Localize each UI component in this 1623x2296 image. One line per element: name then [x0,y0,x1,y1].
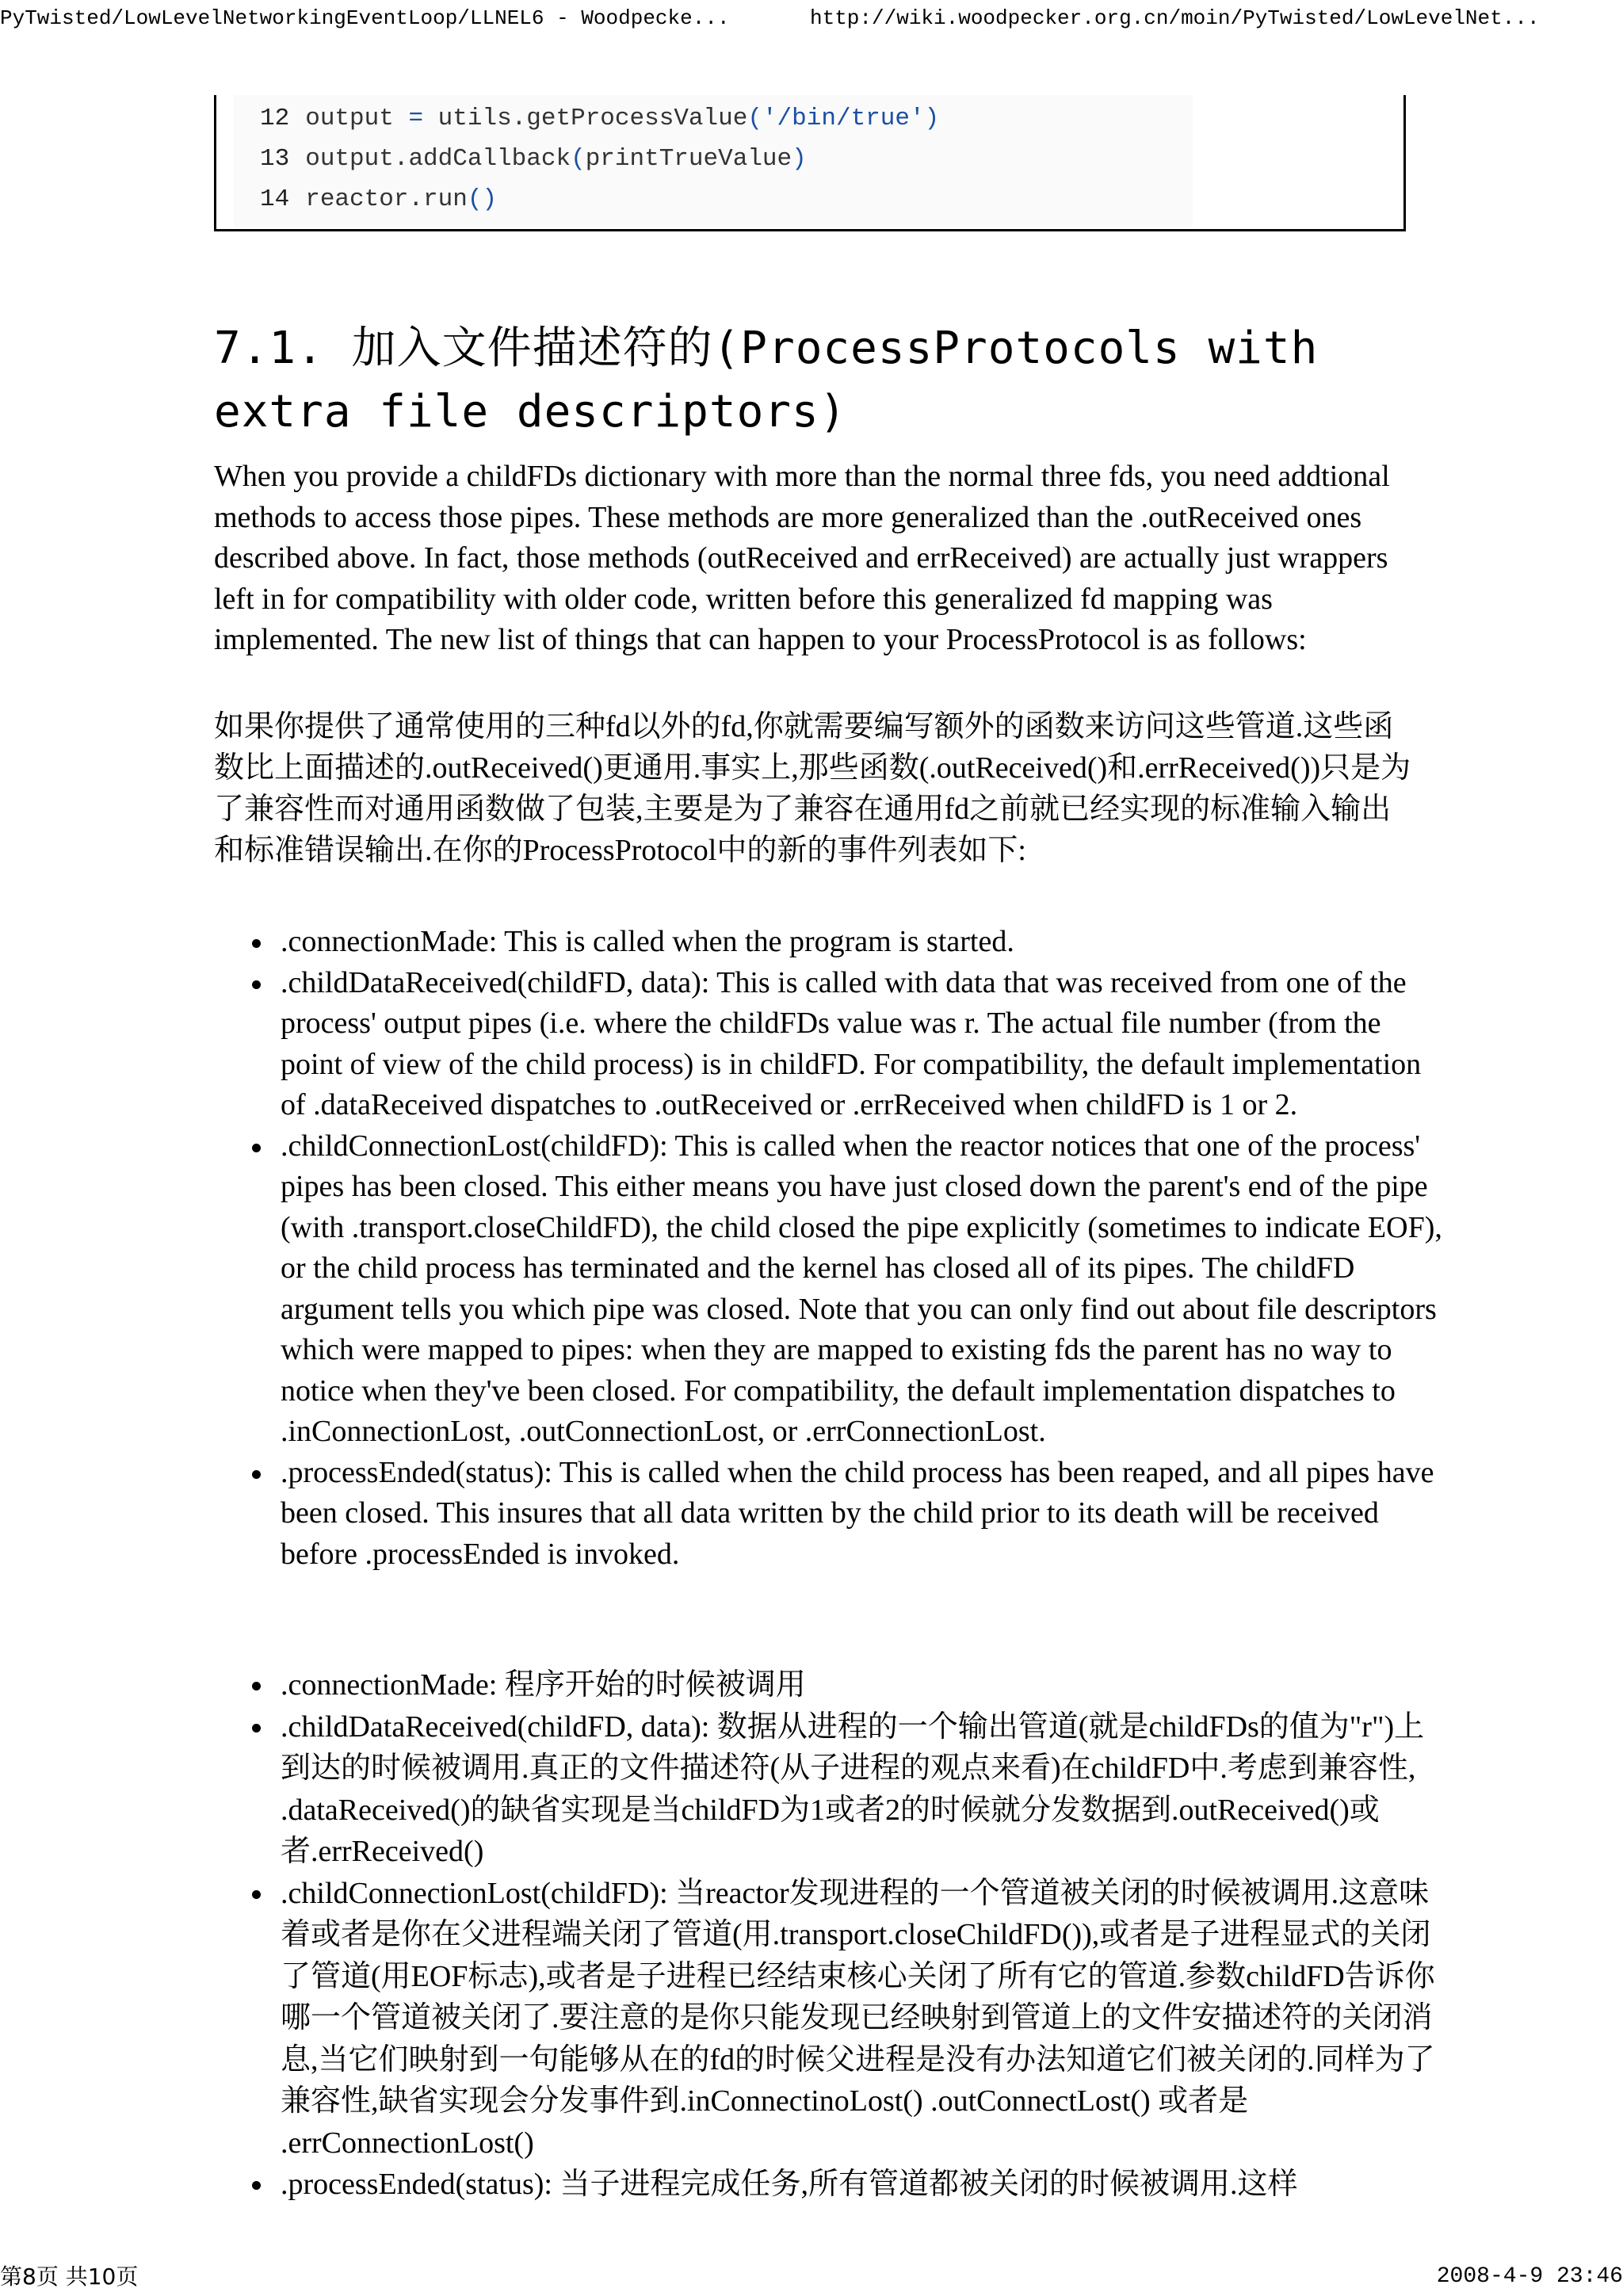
code-token: utils.getProcessValue [423,105,748,132]
list-item: .childDataReceived(childFD, data): 数据从进程的一个输出管道(就是childFDs的值为"r")上到达的时候被调用.真正的文件描述符(从子进程的观点来看)在childFD中.考虑到兼容性, .dataReceived()的缺省实现是当childFD为1或者2的时候就分发数据到.outReceived()或者.errReceived() [281,1706,1445,1873]
code-token: () [467,185,498,213]
section-heading: 7.1. 加入文件描述符的(ProcessProtocols with extra file descriptors) [214,323,1319,437]
line-number: 13 [260,145,290,173]
code-token: printTrueValue [585,145,792,173]
intro-paragraph-en: When you provide a childFDs dictionary with more than the normal three fds, you need addtional methods to access those pipes. These methods are more generalized than the .outReceived ones described above. In fact, those methods (outReceived and errReceived) are actually just wrappers left in for compatibility with older code, written before this generalized fd mapping was implemented. The new list of things that can happen to your ProcessProtocol is as follows: [214,460,1390,656]
line-number: 12 [260,105,290,132]
code-token: reactor.run [305,185,468,213]
print-header [0,0,1623,36]
code-token: output [305,105,409,132]
event-list-cn [238,1664,1445,2206]
code-block [214,95,1406,231]
code-token: ) [792,145,807,173]
code-line [260,103,939,135]
code-token: output.addCallback [305,145,571,173]
page-title: PyTwisted/LowLevelNetworkingEventLoop/LLNEL6 - Woodpecke... [0,6,730,30]
page-number: 第8页 共10页 [0,2264,139,2290]
code-token: = [408,105,424,132]
intro-paragraph-cn: 如果你提供了通常使用的三种fd以外的fd,你就需要编写额外的函数来访问这些管道.这些函数比上面描述的.outReceived()更通用.事实上,那些函数(.outReceived()和.errReceived())只是为了兼容性而对通用函数做了包装,主要是为了兼容在通用fd之前就已经实现的标准输入输出和标准错误输出.在你的ProcessProtocol中的新的事件列表如下: [214,710,1411,867]
code-line [260,184,497,216]
code-token: ('/bin/true') [747,105,940,132]
code-line [260,143,807,175]
page-url: http://wiki.woodpecker.org.cn/moin/PyTwisted/LowLevelNet... [810,6,1540,30]
list-item: .childConnectionLost(childFD): This is called when the reactor notices that one of the process' pipes has been closed. This either means you have just closed down the parent's end of the pipe (with .transport.closeChildFD), the child closed the pipe explicitly (sometimes to indicate EOF), or the child process has terminated and the kernel has closed all of its pipes. The childFD argument tells you which pipe was closed. Note that you can only find out about file descriptors which were mapped to pipes: when they are mapped to existing fds the parent has no way to notice when they've been closed. For compatibility, the default implementation dispatches to .inConnectionLost, .outConnectionLost, or .errConnectionLost. [281,1126,1445,1453]
list-item: .connectionMade: 程序开始的时候被调用 [281,1664,1445,1706]
list-item: .processEnded(status): This is called when the child process has been reaped, and all pipes have been closed. This insures that all data written by the child prior to its death will be received before .processEnded is invoked. [281,1453,1445,1576]
list-item: .processEnded(status): 当子进程完成任务,所有管道都被关闭的时候被调用.这样 [281,2164,1445,2206]
print-datetime: 2008-4-9 23:46 [1436,2264,1623,2289]
list-item: .childDataReceived(childFD, data): This is called with data that was received from one of the process' output pipes (i.e. where the childFDs value was r. The actual file number (from the point of view of the child process) is in childFD. For compatibility, the default implementation of .dataReceived dispatches to .outReceived or .errReceived when childFD is 1 or 2. [281,963,1445,1126]
code-token: ( [571,145,586,173]
list-item: .childConnectionLost(childFD): 当reactor发现进程的一个管道被关闭的时候被调用.这意味着或者是你在父进程端关闭了管道(用.transport.closeChildFD()),或者是子进程显式的关闭了管道(用EOF标志),或者是子进程已经结束核心关闭了所有它的管道.参数childFD告诉你哪一个管道被关闭了.要注意的是你只能发现已经映射到管道上的文件安描述符的关闭消息,当它们映射到一句能够从在的fd的时候父进程是没有办法知道它们被关闭的.同样为了兼容性,缺省实现会分发事件到.inConnectinoLost() .outConnectLost() 或者是 .errConnectionLost() [281,1873,1445,2164]
event-list-en [238,922,1445,1575]
line-number: 14 [260,185,290,213]
list-item: .connectionMade: This is called when the program is started. [281,922,1445,963]
